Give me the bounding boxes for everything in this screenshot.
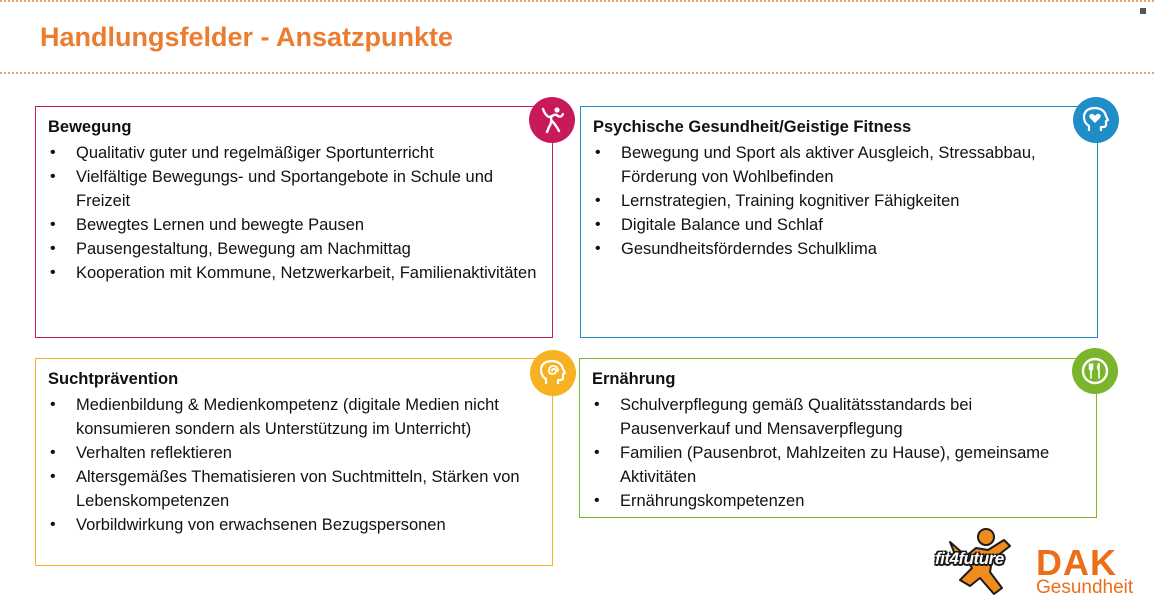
list-item: • Kooperation mit Kommune, Netzwerkarbeit, Familienaktivitäten [48,261,542,285]
list-item: • Altersgemäßes Thematisieren von Suchtmitteln, Stärken von Lebenskompetenzen [48,465,542,513]
list-item: • Ernährungskompetenzen [592,489,1086,513]
plate-cutlery-icon [1072,348,1118,394]
list-item: • Gesundheitsförderndes Schulklima [593,237,1087,261]
title-divider [0,72,1154,74]
page-title: Handlungsfelder - Ansatzpunkte [40,22,454,52]
list-item: • Verhalten reflektieren [48,441,542,465]
bullet-list-bewegung [48,141,542,285]
list-item: • Qualitativ guter und regelmäßiger Sportunterricht [48,141,542,165]
card-psychische-gesundheit [580,106,1098,338]
bullet-list-ernaehrung [592,393,1086,513]
card-suchtpraevention [35,358,553,566]
card-heading-sucht: Suchtprävention [48,370,179,388]
list-item: • Schulverpflegung gemäß Qualitätsstandards bei Pausenverkauf und Mensaverpflegung [592,393,1086,441]
bullet-list-sucht [48,393,542,537]
list-item: • Bewegung und Sport als aktiver Ausgleich, Stressabbau, Förderung von Wohlbefinden [593,141,1087,189]
list-item: • Vorbildwirkung von erwachsenen Bezugspersonen [48,513,542,537]
dak-logo [1036,542,1134,599]
dak-logo-wordmark: DAK [1036,542,1117,583]
head-spiral-icon [530,350,576,396]
head-heart-icon [1073,97,1119,143]
fit4future-logo-text: fit4future [935,549,1004,568]
list-item: • Pausengestaltung, Bewegung am Nachmittag [48,237,542,261]
card-ernaehrung [579,358,1097,518]
list-item: • Lernstrategien, Training kognitiver Fähigkeiten [593,189,1087,213]
list-item: • Digitale Balance und Schlaf [593,213,1087,237]
figure-gymnast-icon [529,97,575,143]
list-item: • Familien (Pausenbrot, Mahlzeiten zu Hause), gemeinsame Aktivitäten [592,441,1086,489]
list-item: • Bewegtes Lernen und bewegte Pausen [48,213,542,237]
card-bewegung [35,106,553,338]
dak-logo-subtitle: Gesundheit [1036,577,1134,598]
top-dotted-rule [0,0,1154,2]
card-heading-psych: Psychische Gesundheit/Geistige Fitness [593,118,912,136]
bullet-list-psych [593,141,1087,261]
list-item: • Vielfältige Bewegungs- und Sportangebote in Schule und Freizeit [48,165,542,213]
card-heading-bewegung: Bewegung [48,118,132,136]
list-item: • Medienbildung & Medienkompetenz (digitale Medien nicht konsumieren sondern als Unterstützung im Unterricht) [48,393,542,441]
corner-marker [1140,8,1146,14]
card-heading-ernaehrung: Ernährung [592,370,676,388]
